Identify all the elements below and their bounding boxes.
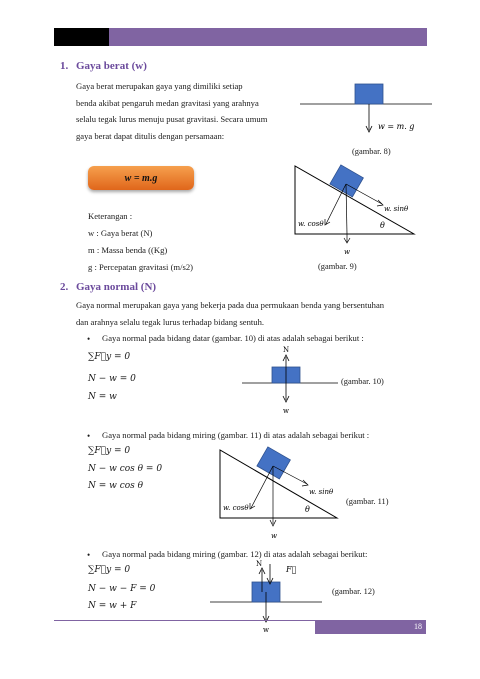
section1-title: Gaya berat (w) [76, 60, 147, 72]
fig10-w: w [283, 407, 289, 415]
fig11-theta: θ [305, 505, 310, 514]
fig11-wcos: w. cosθ [223, 504, 249, 512]
fig10-caption: (gambar. 10) [341, 377, 384, 386]
fig8-label: w = m. g [378, 122, 415, 131]
fig8-caption: (gambar. 8) [352, 147, 391, 156]
keterangan [88, 208, 193, 276]
bullet-dot: • [87, 550, 91, 560]
section1-line: gaya berat dapat ditulis dengan persamaan: [76, 130, 225, 141]
bullet2-eq1: ∑F⃗y = 0 [88, 446, 131, 456]
bullet1-eq2: N − w = 0 [88, 374, 136, 384]
header-bar-black [54, 28, 109, 46]
bullet2-text: Gaya normal pada bidang miring (gambar. 11) di atas adalah sebagai berikut : [102, 430, 370, 440]
section2-title: Gaya normal (N) [76, 281, 157, 293]
section2-line: dan arahnya selalu tegak lurus terhadap bidang sentuh. [76, 316, 265, 327]
section1-line: benda akibat pengaruh medan gravitasi yang arahnya [76, 97, 259, 108]
fig9-w: w [344, 248, 350, 256]
bullet3-eq2: N − w − F = 0 [88, 584, 156, 594]
section2-line: Gaya normal merupakan gaya yang bekerja pada dua permukaan benda yang bersentuhan [76, 300, 385, 310]
bullet3-eq1: ∑F⃗y = 0 [88, 565, 131, 575]
bullet1-eq3: N = w [88, 392, 117, 402]
section1-line: selalu tegak lurus menuju pusat gravitasi. Secara umum [76, 114, 268, 124]
keterangan-title: Keterangan : [88, 211, 133, 221]
bullet1-eq1: ∑F⃗y = 0 [88, 352, 131, 362]
page-number: 18 [315, 620, 426, 634]
bullet3-text: Gaya normal pada bidang miring (gambar. 12) di atas adalah sebagai berikut: [102, 549, 368, 559]
fig12-caption: (gambar. 12) [332, 587, 375, 596]
bullet-dot: • [87, 431, 91, 441]
fig9-theta: θ [380, 221, 385, 230]
fig12-w: w [263, 626, 269, 634]
block [355, 84, 383, 104]
fig11-w: w [271, 532, 277, 540]
section1-paragraph [76, 78, 267, 144]
figure-8 [300, 82, 432, 142]
figure-11 [219, 446, 339, 541]
bullet3-eq3: N = w + F [88, 601, 137, 611]
bullet2-eq2: N − w cos θ = 0 [88, 464, 163, 474]
header-bar-purple [109, 28, 427, 46]
figure-10 [240, 345, 340, 417]
figure-9 [294, 164, 416, 259]
bullet2-eq3: N = w cos θ [88, 481, 144, 491]
keterangan-g: g : Percepatan gravitasi (m/s2) [88, 262, 194, 272]
fig10-n: N [283, 346, 290, 354]
fig11-caption: (gambar. 11) [346, 497, 389, 506]
fig9-wsin: w. sinθ [384, 205, 409, 213]
figure-12 [210, 558, 324, 638]
section1-number: 1. [60, 60, 69, 72]
keterangan-m: m : Massa benda ((Kg) [88, 245, 168, 255]
fig9-caption: (gambar. 9) [318, 262, 357, 271]
section2-number: 2. [60, 281, 69, 293]
bullet-dot: • [87, 334, 91, 344]
section1-line: Gaya berat merupakan gaya yang dimiliki setiap [76, 81, 243, 91]
fig11-wsin: w. sinθ [309, 488, 334, 496]
keterangan-w: w : Gaya berat (N) [88, 228, 153, 238]
formula-box [88, 166, 194, 190]
fig12-n: N [256, 560, 263, 568]
formula-text: w = m.g [124, 172, 158, 184]
bullet1-text: Gaya normal pada bidang datar (gambar. 10) di atas adalah sebagai berikut : [102, 333, 364, 343]
section2-paragraph [76, 297, 384, 330]
fig12-f: F⃗ [286, 565, 297, 574]
fig9-wcos: w. cosθ [298, 220, 324, 228]
